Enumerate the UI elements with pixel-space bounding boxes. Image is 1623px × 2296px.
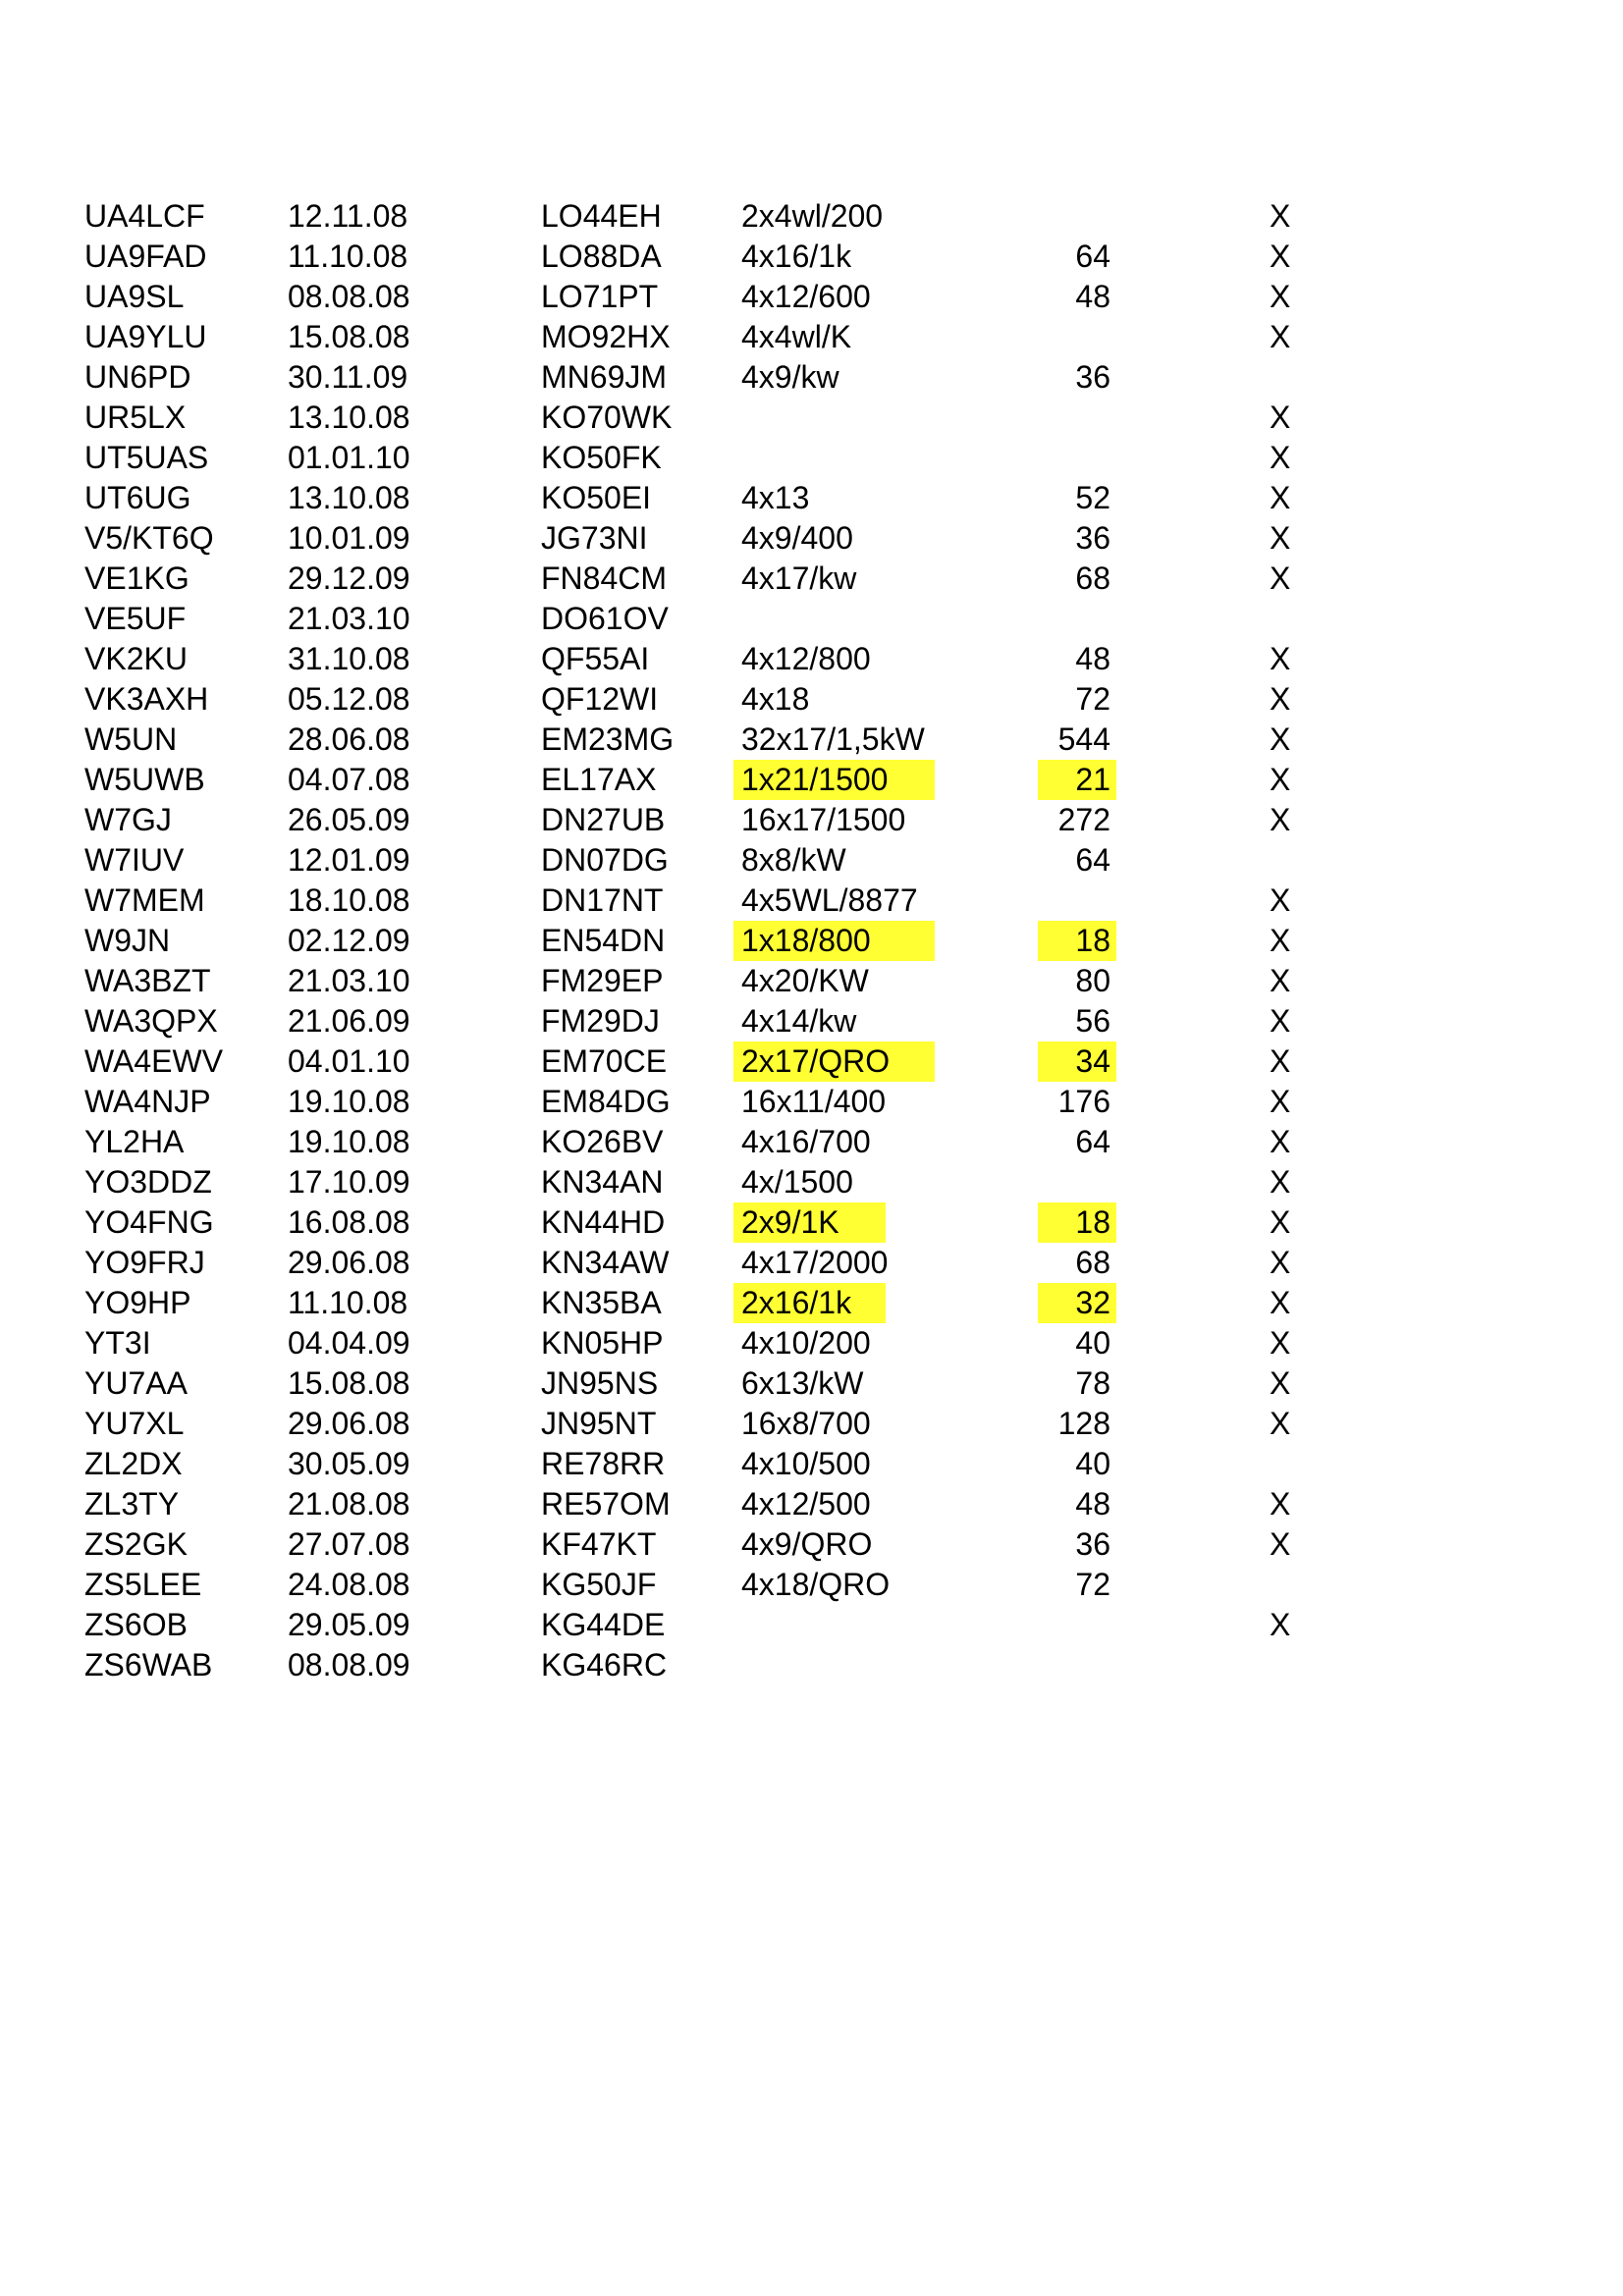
callsign-cell: UA9YLU [84, 319, 207, 354]
antenna-cell: 1x18/800 [733, 921, 935, 961]
table-row [0, 1122, 1623, 1162]
confirmed-mark-cell: X [1270, 1084, 1291, 1119]
date-cell: 18.10.08 [288, 882, 410, 918]
date-cell: 04.04.09 [288, 1325, 410, 1361]
antenna-cell: 4x12/500 [741, 1486, 871, 1522]
callsign-cell: ZS6OB [84, 1607, 188, 1642]
date-cell: 08.08.08 [288, 279, 410, 314]
date-cell: 01.01.10 [288, 440, 410, 475]
date-cell: 21.03.10 [288, 601, 410, 636]
confirmed-mark-cell: X [1270, 762, 1291, 797]
table-row [0, 720, 1623, 760]
antenna-cell: 4x9/kw [741, 359, 839, 395]
callsign-cell: WA4NJP [84, 1084, 211, 1119]
callsign-cell: YL2HA [84, 1124, 185, 1159]
callsign-cell: UN6PD [84, 359, 191, 395]
table-row [0, 921, 1623, 961]
elements-cell: 40 [1075, 1446, 1110, 1481]
elements-cell [1038, 1645, 1116, 1685]
locator-cell: KG44DE [541, 1607, 666, 1642]
date-cell: 28.06.08 [288, 721, 410, 757]
confirmed-mark-cell: X [1270, 1406, 1291, 1441]
elements-cell: 72 [1075, 681, 1110, 717]
antenna-cell: 2x4wl/200 [741, 198, 884, 234]
confirmed-mark-cell: X [1270, 1365, 1291, 1401]
elements-cell: 34 [1038, 1041, 1116, 1082]
antenna-cell: 4x10/200 [741, 1325, 871, 1361]
elements-cell: 128 [1057, 1406, 1110, 1441]
confirmed-mark-cell: X [1270, 520, 1291, 556]
date-cell: 05.12.08 [288, 681, 410, 717]
date-cell: 21.06.09 [288, 1003, 410, 1039]
antenna-cell: 16x17/1500 [741, 802, 906, 837]
callsign-cell: ZS6WAB [84, 1647, 213, 1682]
confirmed-mark-cell: X [1270, 923, 1291, 958]
table-row [0, 478, 1623, 518]
locator-cell: DO61OV [541, 601, 669, 636]
callsign-cell: YO3DDZ [84, 1164, 212, 1200]
confirmed-mark-cell: X [1270, 400, 1291, 435]
locator-cell: KO50FK [541, 440, 662, 475]
date-cell: 31.10.08 [288, 641, 410, 676]
locator-cell: RE78RR [541, 1446, 666, 1481]
antenna-cell: 4x14/kw [741, 1003, 857, 1039]
locator-cell: EL17AX [541, 762, 657, 797]
locator-cell: KG46RC [541, 1647, 668, 1682]
elements-cell: 78 [1075, 1365, 1110, 1401]
locator-cell: EM23MG [541, 721, 675, 757]
date-cell: 29.06.08 [288, 1245, 410, 1280]
antenna-cell: 4x17/kw [741, 561, 857, 596]
callsign-cell: W5UWB [84, 762, 205, 797]
date-cell: 24.08.08 [288, 1567, 410, 1602]
date-cell: 13.10.08 [288, 400, 410, 435]
elements-cell: 18 [1038, 1202, 1116, 1243]
confirmed-mark-cell: X [1270, 1043, 1291, 1079]
locator-cell: FN84CM [541, 561, 668, 596]
table-row [0, 1605, 1623, 1645]
confirmed-mark-cell: X [1270, 279, 1291, 314]
date-cell: 16.08.08 [288, 1204, 410, 1240]
elements-cell: 36 [1075, 1526, 1110, 1562]
antenna-cell: 1x21/1500 [733, 760, 935, 800]
table-row [0, 398, 1623, 438]
elements-cell: 64 [1075, 1124, 1110, 1159]
elements-cell: 56 [1075, 1003, 1110, 1039]
callsign-cell: ZS2GK [84, 1526, 188, 1562]
table-row [0, 679, 1623, 720]
date-cell: 19.10.08 [288, 1084, 410, 1119]
antenna-cell: 8x8/kW [741, 842, 846, 878]
locator-cell: QF12WI [541, 681, 659, 717]
date-cell: 27.07.08 [288, 1526, 410, 1562]
elements-cell [1038, 398, 1116, 438]
elements-cell: 544 [1057, 721, 1110, 757]
elements-cell: 18 [1038, 921, 1116, 961]
table-row [0, 1524, 1623, 1565]
callsign-cell: WA4EWV [84, 1043, 224, 1079]
locator-cell: DN27UB [541, 802, 666, 837]
date-cell: 26.05.09 [288, 802, 410, 837]
callsign-cell: UA9FAD [84, 239, 207, 274]
date-cell: 04.07.08 [288, 762, 410, 797]
elements-cell: 64 [1075, 842, 1110, 878]
locator-cell: KN34AN [541, 1164, 664, 1200]
antenna-cell: 4x18 [741, 681, 810, 717]
antenna-cell: 2x9/1K [733, 1202, 886, 1243]
date-cell: 30.05.09 [288, 1446, 410, 1481]
antenna-cell: 32x17/1,5kW [741, 721, 925, 757]
callsign-cell: W7IUV [84, 842, 185, 878]
antenna-cell: 2x16/1k [733, 1283, 886, 1323]
callsign-cell: UT5UAS [84, 440, 209, 475]
table-row [0, 518, 1623, 559]
locator-cell: JN95NT [541, 1406, 657, 1441]
callsign-cell: UA9SL [84, 279, 185, 314]
locator-cell: DN17NT [541, 882, 664, 918]
antenna-cell: 6x13/kW [741, 1365, 864, 1401]
confirmed-mark-cell: X [1270, 480, 1291, 515]
date-cell: 04.01.10 [288, 1043, 410, 1079]
date-cell: 29.05.09 [288, 1607, 410, 1642]
locator-cell: KO50EI [541, 480, 652, 515]
antenna-cell: 16x11/400 [741, 1084, 887, 1119]
callsign-cell: W9JN [84, 923, 171, 958]
locator-cell: FM29DJ [541, 1003, 660, 1039]
antenna-cell [733, 438, 935, 478]
callsign-cell: ZL3TY [84, 1486, 180, 1522]
table-row [0, 881, 1623, 921]
date-cell: 11.10.08 [288, 239, 408, 274]
confirmed-mark-cell: X [1270, 1124, 1291, 1159]
table-row [0, 277, 1623, 317]
locator-cell: KG50JF [541, 1567, 657, 1602]
table-row [0, 1363, 1623, 1404]
antenna-cell [733, 398, 935, 438]
date-cell: 29.06.08 [288, 1406, 410, 1441]
elements-cell [1038, 438, 1116, 478]
elements-cell: 272 [1057, 802, 1110, 837]
date-cell: 12.11.08 [288, 198, 408, 234]
antenna-cell: 4x/1500 [741, 1164, 853, 1200]
elements-cell [1038, 1162, 1116, 1202]
callsign-cell: W7MEM [84, 882, 205, 918]
locator-cell: LO44EH [541, 198, 662, 234]
callsign-cell: ZS5LEE [84, 1567, 202, 1602]
locator-cell: LO88DA [541, 239, 662, 274]
confirmed-mark-cell: X [1270, 1003, 1291, 1039]
table-row [0, 1283, 1623, 1323]
table-row [0, 599, 1623, 639]
elements-cell: 64 [1075, 239, 1110, 274]
date-cell: 17.10.09 [288, 1164, 410, 1200]
antenna-cell [733, 1605, 935, 1645]
table-row [0, 1082, 1623, 1122]
antenna-cell: 4x12/800 [741, 641, 871, 676]
elements-cell: 36 [1075, 359, 1110, 395]
locator-cell: JG73NI [541, 520, 648, 556]
elements-cell: 48 [1075, 1486, 1110, 1522]
locator-cell: QF55AI [541, 641, 650, 676]
locator-cell: RE57OM [541, 1486, 671, 1522]
antenna-cell: 4x16/700 [741, 1124, 871, 1159]
date-cell: 15.08.08 [288, 1365, 410, 1401]
confirmed-mark-cell: X [1270, 198, 1291, 234]
callsign-cell: WA3BZT [84, 963, 211, 998]
antenna-cell: 4x20/KW [741, 963, 869, 998]
antenna-cell: 4x9/400 [741, 520, 853, 556]
callsign-cell: UT6UG [84, 480, 191, 515]
elements-cell: 36 [1075, 520, 1110, 556]
antenna-cell: 4x4wl/K [741, 319, 852, 354]
table-row [0, 1565, 1623, 1605]
callsign-cell: VK3AXH [84, 681, 209, 717]
elements-cell [1038, 1605, 1116, 1645]
confirmed-mark-cell: X [1270, 721, 1291, 757]
locator-cell: MN69JM [541, 359, 668, 395]
table-row [0, 840, 1623, 881]
date-cell: 02.12.09 [288, 923, 410, 958]
antenna-cell: 4x9/QRO [741, 1526, 873, 1562]
confirmed-mark-cell: X [1270, 1486, 1291, 1522]
antenna-cell: 4x17/2000 [741, 1245, 889, 1280]
date-cell: 08.08.09 [288, 1647, 410, 1682]
callsign-cell: UR5LX [84, 400, 187, 435]
locator-cell: LO71PT [541, 279, 659, 314]
callsign-cell: VK2KU [84, 641, 188, 676]
callsign-cell: YO9HP [84, 1285, 191, 1320]
table-row [0, 196, 1623, 237]
callsign-cell: VE1KG [84, 561, 189, 596]
callsign-cell: YT3I [84, 1325, 151, 1361]
callsign-cell: YO9FRJ [84, 1245, 205, 1280]
antenna-cell: 4x13 [741, 480, 810, 515]
locator-cell: FM29EP [541, 963, 664, 998]
table-row [0, 800, 1623, 840]
elements-cell: 68 [1075, 561, 1110, 596]
callsign-cell: W7GJ [84, 802, 172, 837]
callsign-cell: ZL2DX [84, 1446, 183, 1481]
confirmed-mark-cell: X [1270, 1245, 1291, 1280]
table-row [0, 1041, 1623, 1082]
locator-cell: EM84DG [541, 1084, 671, 1119]
antenna-cell: 4x12/600 [741, 279, 871, 314]
elements-cell [1038, 599, 1116, 639]
confirmed-mark-cell: X [1270, 1164, 1291, 1200]
table-row [0, 639, 1623, 679]
confirmed-mark-cell: X [1270, 641, 1291, 676]
table-row [0, 961, 1623, 1001]
antenna-cell: 16x8/700 [741, 1406, 871, 1441]
date-cell: 21.08.08 [288, 1486, 410, 1522]
table-row [0, 1323, 1623, 1363]
table-row [0, 357, 1623, 398]
confirmed-mark-cell: X [1270, 802, 1291, 837]
date-cell: 30.11.09 [288, 359, 408, 395]
confirmed-mark-cell: X [1270, 882, 1291, 918]
elements-cell: 176 [1057, 1084, 1110, 1119]
table-row [0, 1202, 1623, 1243]
table-row [0, 760, 1623, 800]
elements-cell: 52 [1075, 480, 1110, 515]
locator-cell: JN95NS [541, 1365, 659, 1401]
elements-cell: 40 [1075, 1325, 1110, 1361]
elements-cell: 68 [1075, 1245, 1110, 1280]
confirmed-mark-cell: X [1270, 1325, 1291, 1361]
locator-cell: KO26BV [541, 1124, 664, 1159]
confirmed-mark-cell: X [1270, 239, 1291, 274]
callsign-cell: YU7XL [84, 1406, 185, 1441]
locator-cell: KN35BA [541, 1285, 662, 1320]
confirmed-mark-cell: X [1270, 963, 1291, 998]
locator-cell: KN44HD [541, 1204, 666, 1240]
locator-cell: DN07DG [541, 842, 669, 878]
antenna-cell: 4x18/QRO [741, 1567, 891, 1602]
table-row [0, 1645, 1623, 1685]
table-row [0, 1404, 1623, 1444]
confirmed-mark-cell: X [1270, 440, 1291, 475]
elements-cell: 48 [1075, 279, 1110, 314]
confirmed-mark-cell: X [1270, 1204, 1291, 1240]
callsign-cell: VE5UF [84, 601, 187, 636]
elements-cell [1038, 317, 1116, 357]
callsign-cell: UA4LCF [84, 198, 205, 234]
elements-cell: 80 [1075, 963, 1110, 998]
table-row [0, 438, 1623, 478]
date-cell: 19.10.08 [288, 1124, 410, 1159]
callsign-cell: YU7AA [84, 1365, 188, 1401]
locator-cell: KO70WK [541, 400, 673, 435]
date-cell: 11.10.08 [288, 1285, 408, 1320]
callsign-cell: YO4FNG [84, 1204, 214, 1240]
confirmed-mark-cell: X [1270, 319, 1291, 354]
date-cell: 15.08.08 [288, 319, 410, 354]
table-row [0, 1001, 1623, 1041]
antenna-cell [733, 599, 935, 639]
date-cell: 10.01.09 [288, 520, 410, 556]
table-row [0, 317, 1623, 357]
antenna-cell: 4x10/500 [741, 1446, 871, 1481]
locator-cell: EM70CE [541, 1043, 668, 1079]
elements-cell: 32 [1038, 1283, 1116, 1323]
locator-cell: KF47KT [541, 1526, 657, 1562]
table-row [0, 1484, 1623, 1524]
elements-cell [1038, 196, 1116, 237]
table-row [0, 559, 1623, 599]
elements-cell: 48 [1075, 641, 1110, 676]
antenna-cell: 4x16/1k [741, 239, 852, 274]
callsign-cell: WA3QPX [84, 1003, 218, 1039]
callsign-cell: W5UN [84, 721, 178, 757]
date-cell: 21.03.10 [288, 963, 410, 998]
date-cell: 13.10.08 [288, 480, 410, 515]
antenna-cell: 2x17/QRO [733, 1041, 935, 1082]
table-row [0, 1444, 1623, 1484]
confirmed-mark-cell: X [1270, 1526, 1291, 1562]
confirmed-mark-cell: X [1270, 1285, 1291, 1320]
callsign-cell: V5/KT6Q [84, 520, 214, 556]
confirmed-mark-cell: X [1270, 681, 1291, 717]
elements-cell: 21 [1038, 760, 1116, 800]
date-cell: 29.12.09 [288, 561, 410, 596]
elements-cell: 72 [1075, 1567, 1110, 1602]
elements-cell [1038, 881, 1116, 921]
locator-cell: KN05HP [541, 1325, 664, 1361]
table-row [0, 1243, 1623, 1283]
date-cell: 12.01.09 [288, 842, 410, 878]
locator-cell: EN54DN [541, 923, 666, 958]
confirmed-mark-cell: X [1270, 1607, 1291, 1642]
confirmed-mark-cell: X [1270, 561, 1291, 596]
antenna-cell [733, 1645, 935, 1685]
table-row [0, 237, 1623, 277]
locator-cell: KN34AW [541, 1245, 670, 1280]
table-row [0, 1162, 1623, 1202]
antenna-cell: 4x5WL/8877 [741, 882, 918, 918]
locator-cell: MO92HX [541, 319, 671, 354]
